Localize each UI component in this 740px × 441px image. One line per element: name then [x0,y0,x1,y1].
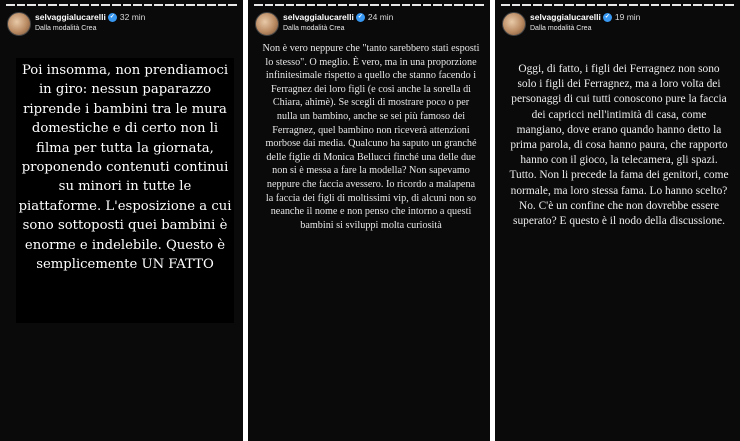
username[interactable]: selvaggialucarelli [35,12,106,22]
verified-badge-icon: ✓ [357,14,363,21]
post-time: 32 min [119,12,146,22]
story-header [502,11,734,39]
verified-badge-icon: ✓ [109,14,115,21]
story-text: Non è vero neppure che "tanto sarebbero stati esposti lo stesso". O meglio. È vero, ma in una proporzione infinitesimale rispetto a quello che stanno facendo i Ferragnez dei loro figli (e così anche la sorella di Chiara, ahimè). Se scegli di mostrare poco o per nulla un bambino, anche se sei più famoso dei Ferragnez, quel bambino non riceverà attenzioni morbose dai media. Qualcuno ha saputo un granché delle figlie di Monica Bellucci finché una delle due non si è messa a fare la modella? Non sapevamo neppure che faccia avessero. Io ricordo a malapena la faccia dei figli di moltissimi vip, di alcuni non so neanche il nome e non penso che intorno a questi bambini si sviluppi molta curiosità [262,43,480,231]
post-time: 19 min [614,12,641,22]
story-panel-2[interactable] [248,0,490,441]
verified-badge-icon: ✓ [604,14,610,21]
story-subtitle: Dalla modalità Crea [530,25,592,32]
story-panel-3[interactable] [495,0,740,441]
username[interactable]: selvaggialucarelli [530,12,601,22]
story-panel-1[interactable] [0,0,243,441]
avatar[interactable] [502,12,526,36]
story-progress-bars [254,4,484,6]
story-progress-bars [6,4,237,6]
post-time: 24 min [367,12,394,22]
story-text: Oggi, di fatto, i figli dei Ferragnez non sono solo i figli dei Ferragnez, ma a loro volta dei personaggi di cui tutti conoscono pure la faccia dei capricci nell'intimità di casa, come mangiano, dove erano quando hanno detto la prima parola, di cosa hanno paura, che rapporto hanno con il gioco, la telecamera, gli spazi. Tutto. Non li precede la fama dei genitori, come normale, ma loro stessa fama. Lo hanno scelto? No. C'è un confine che non dovrebbe essere superato? E questo è il nodo della discussione. [509,63,729,228]
story-header [255,11,484,39]
story-header [7,11,237,39]
avatar[interactable] [255,12,279,36]
story-subtitle: Dalla modalità Crea [283,25,345,32]
story-subtitle: Dalla modalità Crea [35,25,97,32]
story-text: Poi insomma, non prendiamoci in giro: nessun paparazzo riprende i bambini tra le mura domestiche e di certo non li filma per tutta la giornata, proponendo contenuti continui su minori in tutte le piattaforme. L'esposizione a cui sono sottoposti quei bambini è enorme e indelebile. Questo è semplicemente UN FATTO [16,58,234,323]
username[interactable]: selvaggialucarelli [283,12,354,22]
avatar[interactable] [7,12,31,36]
story-progress-bars [501,4,734,6]
